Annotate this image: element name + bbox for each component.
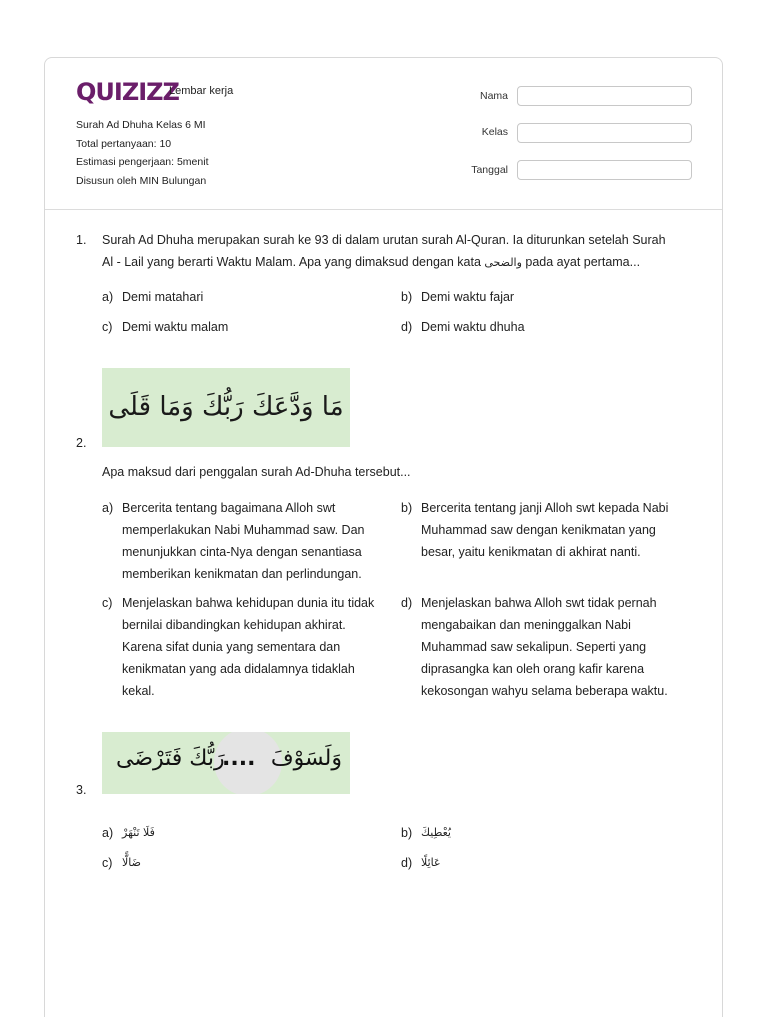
option-text bbox=[421, 592, 668, 702]
option-line: menunjukkan cinta-Nya dengan senantiasa bbox=[122, 545, 362, 559]
option-label: b) bbox=[401, 290, 413, 304]
option-label: c) bbox=[102, 320, 113, 334]
option-line: kekal. bbox=[122, 684, 155, 698]
worksheet-header bbox=[45, 58, 722, 210]
meta-title: Surah Ad Dhuha Kelas 6 MI bbox=[76, 119, 206, 131]
option-label: a) bbox=[102, 501, 114, 515]
meta-author: Disusun oleh MIN Bulungan bbox=[76, 174, 207, 187]
option-text: Demi waktu malam bbox=[122, 320, 229, 334]
option-line: kenikmatan yang ada didalamnya tidaklah bbox=[122, 662, 355, 676]
question-line-part: pada ayat pertama... bbox=[521, 255, 641, 269]
option-label: c) bbox=[102, 596, 113, 610]
ayah-image: مَا وَدَّعَكَ رَبُّكَ وَمَا قَلَى bbox=[102, 368, 350, 447]
date-label: Tanggal bbox=[471, 164, 508, 176]
quizizz-logo: QUIZIZZ bbox=[76, 78, 179, 106]
option-line: Menjelaskan bahwa kehidupan dunia itu tidak bbox=[122, 596, 375, 610]
ayah-right-part: رَبُّكَ فَتَرْضَى bbox=[116, 746, 225, 771]
meta-estimate: Estimasi pengerjaan: 5menit bbox=[76, 156, 209, 168]
option-label: d) bbox=[401, 856, 413, 870]
option-text: عَائِلًا bbox=[421, 856, 441, 869]
option-label: a) bbox=[102, 290, 114, 304]
ayah-left-part: وَلَسَوْفَ bbox=[270, 746, 342, 771]
option-line: besar, yaitu kenikmatan di akhirat nanti. bbox=[421, 545, 641, 559]
option-line: Muhammad saw dengan kenikmatan yang bbox=[421, 523, 656, 537]
option-line: Bercerita tentang janji Alloh swt kepada Nabi bbox=[421, 501, 669, 515]
meta-total-questions: Total pertanyaan: 10 bbox=[76, 137, 172, 150]
option-text bbox=[122, 497, 364, 585]
question-number: 2. bbox=[76, 436, 87, 450]
option-text: فَلَا تَنْهَرْ bbox=[122, 826, 155, 839]
option-line: Menjelaskan bahwa Alloh swt tidak pernah bbox=[421, 596, 657, 610]
name-field[interactable] bbox=[517, 86, 692, 106]
question-line: Surah Ad Dhuha merupakan surah ke 93 di dalam urutan surah Al-Quran. Ia diturunkan setelah Surah bbox=[102, 233, 666, 247]
option-label: d) bbox=[401, 596, 413, 610]
option-text: Demi waktu dhuha bbox=[421, 320, 525, 334]
option-text: ضَالًّا bbox=[122, 856, 141, 869]
option-label: a) bbox=[102, 826, 114, 840]
name-label: Nama bbox=[479, 90, 508, 102]
option-label: d) bbox=[401, 320, 413, 334]
option-line: diprasangka kan oleh orang kafir karena bbox=[421, 662, 645, 676]
option-line: mengabaikan dan meninggalkan Nabi bbox=[421, 618, 631, 632]
question-prompt: Apa maksud dari penggalan surah Ad-Dhuha tersebut... bbox=[102, 465, 411, 479]
option-line: memberikan kenikmatan dan perlindungan. bbox=[122, 567, 362, 581]
option-line: kekosongan wahyu selama beberapa waktu. bbox=[421, 684, 668, 698]
option-line: bernilai dibandingkan kehidupan akhirat. bbox=[122, 618, 346, 632]
option-text: Demi waktu fajar bbox=[421, 290, 515, 304]
ayah-blank: .... bbox=[222, 746, 256, 771]
option-line: Muhammad saw sekalipun. Seperti yang bbox=[421, 640, 647, 654]
ayah-image bbox=[102, 732, 350, 794]
option-label: c) bbox=[102, 856, 113, 870]
class-label: Kelas bbox=[481, 126, 508, 138]
option-label: b) bbox=[401, 501, 413, 515]
question-text bbox=[102, 229, 702, 274]
option-text bbox=[421, 497, 668, 563]
question-number: 1. bbox=[76, 233, 87, 247]
date-field[interactable] bbox=[517, 160, 692, 180]
option-line: memperlakukan Nabi Muhammad saw. Dan bbox=[122, 523, 365, 537]
option-text: Demi matahari bbox=[122, 290, 204, 304]
option-label: b) bbox=[401, 826, 413, 840]
option-line: Karena sifat dunia yang sementara dan bbox=[122, 640, 341, 654]
option-line: Bercerita tentang bagaimana Alloh swt bbox=[122, 501, 336, 515]
question-line bbox=[102, 251, 702, 274]
class-field[interactable] bbox=[517, 123, 692, 143]
arabic-word: والضحى bbox=[484, 256, 522, 269]
worksheet-meta bbox=[76, 116, 209, 190]
question-number: 3. bbox=[76, 783, 87, 797]
option-text: يُعْطِيكَ bbox=[421, 826, 451, 839]
worksheet-label: Lembar kerja bbox=[169, 85, 234, 97]
option-text bbox=[122, 592, 374, 702]
question-line-part: Al - Lail yang berarti Waktu Malam. Apa yang dimaksud dengan kata bbox=[102, 255, 485, 269]
